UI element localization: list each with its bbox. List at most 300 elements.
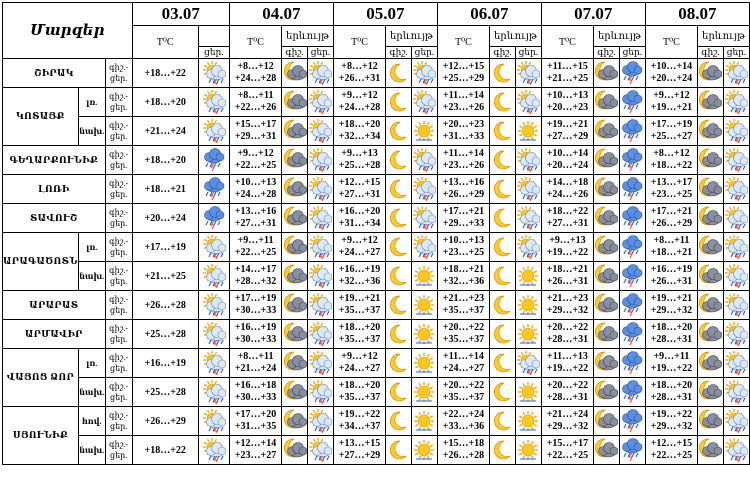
cloud-moon-icon: [283, 119, 307, 143]
date-header: 08.07: [645, 3, 749, 26]
moon-icon: [387, 206, 411, 230]
night-icon-cell: [698, 262, 724, 291]
table-row: [3, 175, 750, 204]
night-icon-cell: [594, 262, 620, 291]
cloud-moon-icon: [698, 322, 722, 346]
temp-cell: +26…+29: [132, 407, 198, 436]
temp-cell: +21…+23 +29…+32: [541, 291, 593, 320]
weather-icon-cell: [198, 117, 229, 146]
cloud-moon-icon: [698, 148, 722, 172]
sun-rain-icon: [412, 90, 436, 114]
moon-icon: [387, 90, 411, 114]
weather-icon-cell: [198, 349, 229, 378]
day-icon-cell: [619, 204, 645, 233]
region-name: ՇԻՐԱԿ: [3, 59, 106, 88]
time-of-day-label: գիշ.- ցեր.: [105, 146, 132, 175]
night-icon-cell: [282, 407, 308, 436]
phenomenon-header: երևույթ: [490, 26, 542, 47]
night-icon-cell: [386, 59, 412, 88]
temp-cell: +11…+14 +24…+27: [437, 349, 489, 378]
night-icon-cell: [282, 175, 308, 204]
night-icon-cell: [594, 88, 620, 117]
temp-cell: +16…+18 +30…+33: [229, 378, 281, 407]
night-icon-cell: [490, 378, 516, 407]
day-icon-cell: [723, 146, 749, 175]
day-icon-cell: [723, 117, 749, 146]
night-icon-cell: [698, 349, 724, 378]
table-row: [3, 378, 750, 407]
table-row: [3, 436, 750, 465]
weather-icon-cell: [198, 175, 229, 204]
cloud-moon-icon: [594, 293, 618, 317]
subregion-label: լռ.: [78, 88, 105, 117]
sun-rain-icon: [202, 61, 226, 85]
night-icon-cell: [490, 320, 516, 349]
region-header: Մարզեր: [3, 3, 133, 59]
sun-icon: [412, 380, 436, 404]
day-header: ցեր.: [308, 47, 334, 59]
temp-header: T⁰C: [541, 26, 593, 59]
night-icon-cell: [282, 349, 308, 378]
sun-rain-icon: [724, 438, 748, 462]
moon-icon: [491, 119, 515, 143]
temp-cell: +18…+20 +28…+31: [645, 320, 697, 349]
day-icon-cell: [411, 175, 437, 204]
day-icon-cell: [723, 262, 749, 291]
day-icon-cell: [411, 88, 437, 117]
night-icon-cell: [594, 204, 620, 233]
temp-cell: +19…+21 +27…+29: [541, 117, 593, 146]
day-icon-cell: [619, 262, 645, 291]
moon-icon: [491, 380, 515, 404]
night-icon-cell: [698, 233, 724, 262]
rain-cloud-icon: [620, 119, 644, 143]
moon-icon: [491, 409, 515, 433]
time-of-day-label: գիշ.- ցեր.: [105, 407, 132, 436]
day-icon-cell: [308, 204, 334, 233]
night-icon-cell: [386, 378, 412, 407]
cloud-moon-icon: [594, 119, 618, 143]
cloud-moon-icon: [283, 177, 307, 201]
night-icon-cell: [490, 407, 516, 436]
sun-rain-icon: [308, 148, 332, 172]
date-header: 06.07: [437, 3, 541, 26]
temp-cell: +18…+22 +27…+31: [541, 204, 593, 233]
subregion-label: նախ.: [78, 117, 105, 146]
blank-header: [198, 26, 229, 47]
night-icon-cell: [282, 378, 308, 407]
weather-icon-cell: [198, 407, 229, 436]
date-header: 04.07: [229, 3, 333, 26]
day-icon-cell: [515, 407, 541, 436]
sun-rain-icon: [724, 90, 748, 114]
day-icon-cell: [723, 291, 749, 320]
temp-cell: +12…+15 +27…+31: [333, 175, 385, 204]
cloud-moon-icon: [698, 438, 722, 462]
sun-icon: [516, 119, 540, 143]
temp-cell: +9…+12 +22…+25: [229, 146, 281, 175]
cloud-moon-icon: [594, 380, 618, 404]
cloud-moon-icon: [594, 61, 618, 85]
temp-cell: +19…+22 +29…+32: [645, 407, 697, 436]
cloud-moon-icon: [283, 380, 307, 404]
day-icon-cell: [411, 291, 437, 320]
night-icon-cell: [698, 146, 724, 175]
night-icon-cell: [386, 262, 412, 291]
day-icon-cell: [619, 59, 645, 88]
sun-rain-icon: [412, 235, 436, 259]
day-icon-cell: [515, 175, 541, 204]
night-icon-cell: [490, 59, 516, 88]
temp-cell: +8…+11 +21…+24: [229, 349, 281, 378]
region-name: ԱՐԱԳԱԾՈՏՆ: [3, 233, 79, 291]
day-icon-cell: [308, 175, 334, 204]
cloud-moon-icon: [594, 409, 618, 433]
night-icon-cell: [490, 117, 516, 146]
night-icon-cell: [698, 88, 724, 117]
moon-icon: [491, 438, 515, 462]
sun-icon: [412, 351, 436, 375]
sun-rain-icon: [202, 438, 226, 462]
weather-icon-cell: [198, 291, 229, 320]
time-of-day-label: գիշ.- ցեր.: [105, 175, 132, 204]
region-name: ՎԱՅՈՑ ՁՈՐ: [3, 349, 79, 407]
night-icon-cell: [282, 320, 308, 349]
temp-cell: +16…+19: [132, 349, 198, 378]
cloud-moon-icon: [594, 438, 618, 462]
temp-cell: +18…+20 +32…+34: [333, 117, 385, 146]
rain-cloud-icon: [620, 380, 644, 404]
day-icon-cell: [515, 88, 541, 117]
table-row: [3, 407, 750, 436]
night-icon-cell: [386, 204, 412, 233]
time-of-day-label: գիշ.- ցեր.: [105, 117, 132, 146]
weather-icon-cell: [198, 378, 229, 407]
night-header: գիշ.: [698, 47, 724, 59]
temp-cell: +18…+22: [132, 59, 198, 88]
day-icon-cell: [723, 59, 749, 88]
temp-cell: +12…+15 +22…+25: [645, 436, 697, 465]
moon-icon: [387, 380, 411, 404]
moon-icon: [387, 61, 411, 85]
time-of-day-label: գիշ.- ցեր.: [105, 349, 132, 378]
temp-cell: +25…+28: [132, 320, 198, 349]
temp-cell: +17…+21 +26…+29: [645, 204, 697, 233]
day-icon-cell: [619, 378, 645, 407]
sun-rain-icon: [202, 380, 226, 404]
region-name: ՍՅՈՒՆԻՔ: [3, 407, 79, 465]
sun-rain-icon: [516, 61, 540, 85]
temp-cell: +11…+13 +19…+22: [541, 349, 593, 378]
night-icon-cell: [490, 146, 516, 175]
night-icon-cell: [698, 175, 724, 204]
cloud-moon-icon: [283, 409, 307, 433]
moon-icon: [491, 61, 515, 85]
weather-icon-cell: [198, 436, 229, 465]
sun-icon: [516, 380, 540, 404]
night-icon-cell: [594, 146, 620, 175]
day-icon-cell: [515, 291, 541, 320]
temp-header: T⁰C: [132, 26, 198, 59]
cloud-moon-icon: [698, 293, 722, 317]
region-name: ԱՐՄԱՎԻՐ: [3, 320, 106, 349]
table-row: [3, 262, 750, 291]
weather-icon-cell: [198, 146, 229, 175]
moon-icon: [387, 409, 411, 433]
temp-cell: +18…+20 +28…+31: [645, 378, 697, 407]
night-icon-cell: [594, 175, 620, 204]
day-icon-cell: [411, 436, 437, 465]
temp-cell: +15…+17 +29…+31: [229, 117, 281, 146]
temp-cell: +17…+19 +25…+27: [645, 117, 697, 146]
region-name: ԳԵՂԱՐՔՈՒՆԻՔ: [3, 146, 106, 175]
day-icon-cell: [619, 436, 645, 465]
region-name: ԿՈՏԱՅՔ: [3, 88, 79, 146]
cloud-moon-icon: [698, 61, 722, 85]
sun-rain-icon: [724, 119, 748, 143]
night-icon-cell: [490, 291, 516, 320]
temp-cell: +21…+25: [132, 262, 198, 291]
night-icon-cell: [386, 349, 412, 378]
day-icon-cell: [515, 117, 541, 146]
day-icon-cell: [723, 436, 749, 465]
sun-icon: [412, 438, 436, 462]
temp-cell: +8…+11 +18…+21: [645, 233, 697, 262]
day-icon-cell: [411, 407, 437, 436]
cloud-moon-icon: [283, 61, 307, 85]
night-icon-cell: [386, 436, 412, 465]
day-icon-cell: [619, 320, 645, 349]
night-icon-cell: [282, 204, 308, 233]
table-row: [3, 291, 750, 320]
day-icon-cell: [308, 320, 334, 349]
cloud-moon-icon: [698, 409, 722, 433]
table-row: [3, 204, 750, 233]
day-icon-cell: [723, 378, 749, 407]
cloud-moon-icon: [698, 177, 722, 201]
rain-cloud-icon: [620, 90, 644, 114]
day-icon-cell: [619, 349, 645, 378]
night-icon-cell: [698, 378, 724, 407]
sun-rain-icon: [412, 148, 436, 172]
temp-cell: +20…+22 +35…+37: [437, 320, 489, 349]
sun-rain-icon: [516, 351, 540, 375]
sun-rain-icon: [308, 409, 332, 433]
night-icon-cell: [490, 204, 516, 233]
table-row: [3, 349, 750, 378]
day-icon-cell: [619, 117, 645, 146]
temp-cell: +20…+22 +28…+31: [541, 378, 593, 407]
cloud-moon-icon: [594, 351, 618, 375]
time-of-day-label: գիշ.- ցեր.: [105, 233, 132, 262]
cloud-moon-icon: [698, 119, 722, 143]
night-icon-cell: [386, 88, 412, 117]
rain-cloud-icon: [620, 351, 644, 375]
day-header: ցեր.: [723, 47, 749, 59]
temp-cell: +8…+12 +24…+28: [229, 59, 281, 88]
temp-cell: +9…+13 +19…+22: [541, 233, 593, 262]
temp-cell: +19…+22 +34…+37: [333, 407, 385, 436]
day-icon-cell: [411, 262, 437, 291]
temp-cell: +14…+17 +28…+32: [229, 262, 281, 291]
moon-icon: [387, 351, 411, 375]
night-icon-cell: [282, 88, 308, 117]
time-of-day-label: գիշ.- ցեր.: [105, 262, 132, 291]
moon-icon: [491, 293, 515, 317]
temp-cell: +17…+21 +29…+33: [437, 204, 489, 233]
temp-cell: +20…+23 +31…+33: [437, 117, 489, 146]
temp-cell: +18…+20: [132, 88, 198, 117]
temp-header: T⁰C: [333, 26, 385, 59]
sun-rain-icon: [516, 148, 540, 172]
rain-cloud-icon: [202, 206, 226, 230]
sun-rain-icon: [202, 409, 226, 433]
sun-rain-icon: [724, 380, 748, 404]
phenomenon-header: երևույթ: [386, 26, 438, 47]
sun-rain-icon: [308, 293, 332, 317]
time-of-day-label: գիշ.- ցեր.: [105, 59, 132, 88]
night-icon-cell: [594, 117, 620, 146]
night-icon-cell: [490, 175, 516, 204]
day-icon-cell: [308, 262, 334, 291]
night-icon-cell: [282, 262, 308, 291]
night-icon-cell: [698, 291, 724, 320]
day-icon-cell: [308, 378, 334, 407]
night-icon-cell: [594, 233, 620, 262]
subregion-label: նախ.: [78, 436, 105, 465]
sun-rain-icon: [724, 264, 748, 288]
night-icon-cell: [490, 262, 516, 291]
day-icon-cell: [619, 291, 645, 320]
night-icon-cell: [490, 349, 516, 378]
night-icon-cell: [594, 59, 620, 88]
temp-cell: +16…+19 +26…+31: [645, 262, 697, 291]
temp-cell: +18…+20 +35…+37: [333, 378, 385, 407]
region-name: ԼՈՌԻ: [3, 175, 106, 204]
night-header: գիշ.: [386, 47, 412, 59]
day-icon-cell: [723, 204, 749, 233]
sun-rain-icon: [308, 322, 332, 346]
sun-rain-icon: [202, 264, 226, 288]
temp-cell: +10…+14 +20…+24: [645, 59, 697, 88]
day-icon-cell: [515, 146, 541, 175]
temp-cell: +18…+21 +26…+31: [541, 262, 593, 291]
subregion-label: լռ.: [78, 349, 105, 378]
moon-icon: [491, 206, 515, 230]
sun-rain-icon: [202, 90, 226, 114]
rain-cloud-icon: [620, 61, 644, 85]
day-icon-cell: [723, 320, 749, 349]
day-icon-cell: [619, 146, 645, 175]
night-icon-cell: [698, 320, 724, 349]
temp-cell: +15…+18 +26…+28: [437, 436, 489, 465]
moon-icon: [387, 264, 411, 288]
sun-rain-icon: [724, 235, 748, 259]
sun-rain-icon: [724, 351, 748, 375]
sun-rain-icon: [202, 322, 226, 346]
sun-rain-icon: [724, 148, 748, 172]
day-icon-cell: [411, 146, 437, 175]
date-header: 03.07: [132, 3, 229, 26]
temp-cell: +18…+21: [132, 175, 198, 204]
rain-cloud-icon: [620, 177, 644, 201]
sun-icon: [516, 264, 540, 288]
temp-header: T⁰C: [645, 26, 697, 59]
cloud-moon-icon: [698, 90, 722, 114]
sun-icon: [412, 119, 436, 143]
night-icon-cell: [698, 407, 724, 436]
night-icon-cell: [386, 233, 412, 262]
rain-cloud-icon: [620, 235, 644, 259]
rain-cloud-icon: [620, 293, 644, 317]
temp-cell: +19…+21 +29…+32: [645, 291, 697, 320]
sun-rain-icon: [724, 206, 748, 230]
rain-cloud-icon: [620, 409, 644, 433]
cloud-moon-icon: [594, 148, 618, 172]
table-row: [3, 146, 750, 175]
temp-cell: +15…+17 +22…+25: [541, 436, 593, 465]
night-icon-cell: [698, 436, 724, 465]
temp-cell: +10…+13 +23…+25: [437, 233, 489, 262]
temp-cell: +26…+28: [132, 291, 198, 320]
region-name: ՏԱՎՈՒՇ: [3, 204, 106, 233]
sun-rain-icon: [516, 90, 540, 114]
temp-cell: +8…+12 +26…+31: [333, 59, 385, 88]
night-icon-cell: [386, 320, 412, 349]
day-icon-cell: [411, 233, 437, 262]
temp-cell: +19…+21 +35…+37: [333, 291, 385, 320]
day-icon-cell: [411, 117, 437, 146]
cloud-moon-icon: [698, 206, 722, 230]
night-icon-cell: [490, 88, 516, 117]
day-icon-cell: [619, 88, 645, 117]
sun-icon: [516, 293, 540, 317]
day-icon-cell: [515, 436, 541, 465]
sun-icon: [412, 293, 436, 317]
day-icon-cell: [723, 88, 749, 117]
night-icon-cell: [698, 59, 724, 88]
temp-cell: +18…+22: [132, 436, 198, 465]
weather-icon-cell: [198, 233, 229, 262]
night-icon-cell: [594, 291, 620, 320]
subregion-label: հով.: [78, 407, 105, 436]
sun-rain-icon: [516, 206, 540, 230]
night-icon-cell: [490, 436, 516, 465]
sun-rain-icon: [412, 61, 436, 85]
day-icon-cell: [723, 233, 749, 262]
cloud-moon-icon: [594, 235, 618, 259]
temp-cell: +18…+20 +35…+37: [333, 320, 385, 349]
cloud-moon-icon: [283, 235, 307, 259]
temp-cell: +21…+24: [132, 117, 198, 146]
day-icon-cell: [308, 88, 334, 117]
temp-cell: +13…+16 +26…+29: [437, 175, 489, 204]
day-icon-cell: [515, 262, 541, 291]
sun-rain-icon: [308, 380, 332, 404]
day-header: ցեր.: [411, 47, 437, 59]
moon-icon: [491, 235, 515, 259]
moon-icon: [387, 177, 411, 201]
cloud-moon-icon: [283, 322, 307, 346]
day-icon-cell: [619, 407, 645, 436]
rain-cloud-icon: [202, 148, 226, 172]
rain-cloud-icon: [620, 264, 644, 288]
temp-cell: +12…+15 +25…+29: [437, 59, 489, 88]
day-icon-cell: [411, 378, 437, 407]
table-row: [3, 320, 750, 349]
night-icon-cell: [698, 204, 724, 233]
temp-cell: +9…+12 +19…+21: [645, 88, 697, 117]
